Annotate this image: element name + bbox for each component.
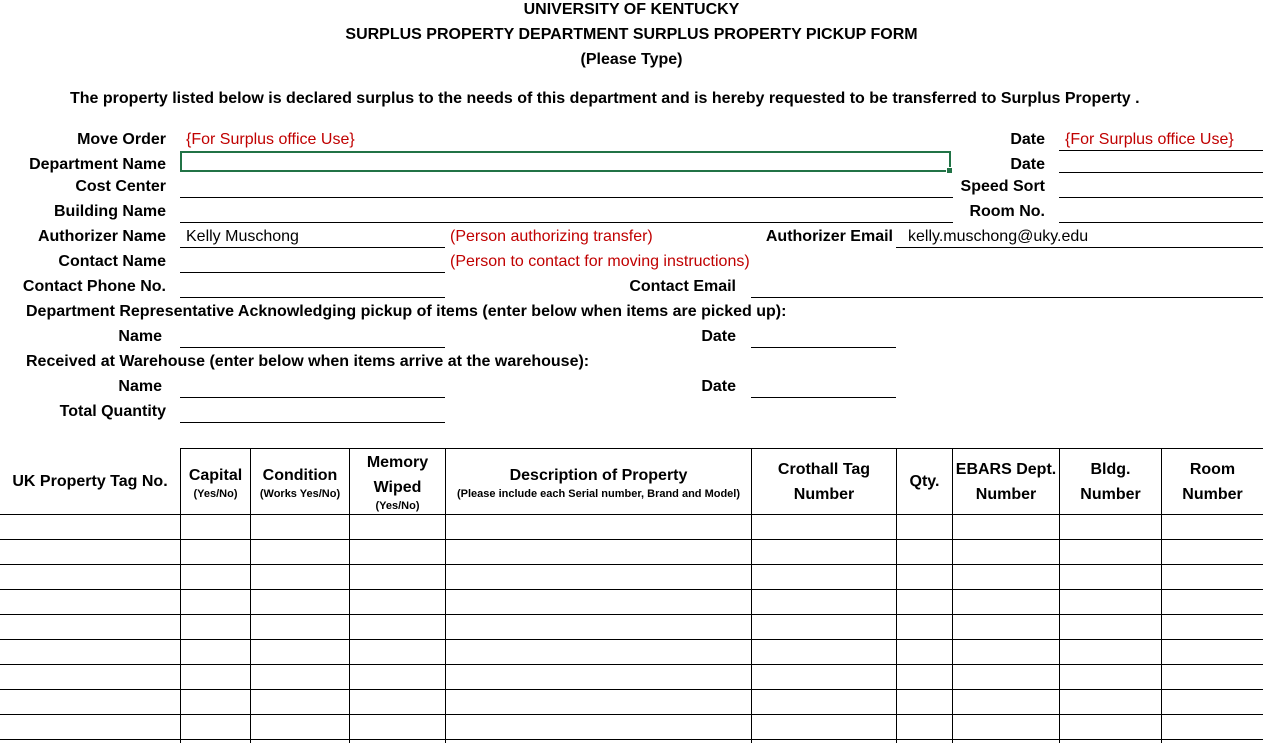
- date-note: {For Surplus office Use}: [1065, 131, 1234, 148]
- department-name-cell[interactable]: [180, 151, 951, 172]
- col-header-crothall-tag: [752, 449, 896, 514]
- dept-rep-label: Department Representative Acknowledging pickup of items (enter below when items are picked up):: [26, 303, 787, 320]
- table-row: [0, 689, 1263, 690]
- contact-email-field[interactable]: [751, 297, 1263, 298]
- authorizer-email-label: Authorizer Email: [765, 228, 893, 245]
- authorizer-email-field: [896, 247, 1263, 248]
- room-no-label: Room No.: [969, 203, 1045, 220]
- received-label: Received at Warehouse (enter below when items arrive at the warehouse):: [26, 353, 590, 370]
- col-header-ebars-dept: [953, 449, 1059, 514]
- col-header-sub: (Yes/No): [375, 500, 420, 512]
- fill-handle[interactable]: [946, 167, 953, 174]
- contact-name-label: Contact Name: [58, 253, 166, 270]
- cost-center-label: Cost Center: [75, 178, 166, 195]
- cost-center-field[interactable]: [180, 197, 953, 198]
- col-header-title: EBARS Dept. Number: [955, 460, 1057, 503]
- contact-phone-label: Contact Phone No.: [22, 278, 166, 295]
- rep-name-field[interactable]: [180, 347, 445, 348]
- col-header-title: Condition: [262, 466, 338, 484]
- total-quantity-label: Total Quantity: [59, 403, 166, 420]
- col-header-condition: [251, 449, 349, 514]
- col-header-qty: [897, 449, 952, 514]
- department-name-label: Department Name: [29, 156, 166, 173]
- col-header-room: [1162, 449, 1263, 514]
- col-header-title: Bldg. Number: [1080, 460, 1141, 503]
- move-order-note: {For Surplus office Use}: [186, 131, 355, 148]
- authorizer-name-value[interactable]: Kelly Muschong: [186, 228, 299, 245]
- authorizer-email-value[interactable]: kelly.muschong@uky.edu: [908, 228, 1089, 245]
- col-header-sub: (Yes/No): [193, 487, 238, 500]
- total-quantity-field[interactable]: [180, 422, 445, 423]
- table-row: [0, 739, 1263, 740]
- table-row: [0, 589, 1263, 590]
- wh-date-label: Date: [701, 378, 736, 395]
- col-header-description: [446, 449, 751, 514]
- col-header-title: UK Property Tag No.: [12, 473, 168, 490]
- date-label: Date: [1010, 131, 1045, 148]
- col-header-uk-property-tag: [0, 449, 180, 514]
- col-header-title: Room Number: [1182, 460, 1243, 503]
- contact-name-field[interactable]: [180, 272, 445, 273]
- table-row: [0, 714, 1263, 715]
- table-row: [0, 639, 1263, 640]
- table-row: [0, 664, 1263, 665]
- room-no-field[interactable]: [1059, 222, 1263, 223]
- rep-date-field[interactable]: [751, 347, 896, 348]
- authorizer-note: (Person authorizing transfer): [450, 228, 653, 245]
- move-order-label: Move Order: [77, 131, 166, 148]
- declaration-text: The property listed below is declared surplus to the needs of this department and is hereby requested to be transferred to Surplus Property .: [70, 90, 1140, 107]
- col-header-title: Description of Property: [509, 466, 688, 484]
- form-subtitle: (Please Type): [580, 51, 683, 68]
- wh-name-label: Name: [118, 378, 162, 395]
- contact-phone-field[interactable]: [180, 297, 445, 298]
- authorizer-name-label: Authorizer Name: [37, 228, 166, 245]
- authorizer-name-field: [180, 247, 445, 248]
- col-header-title: Crothall Tag Number: [777, 460, 871, 503]
- rep-date-label: Date: [701, 328, 736, 345]
- date2-label: Date: [1010, 156, 1045, 173]
- building-name-field[interactable]: [180, 222, 953, 223]
- col-header-sub: (Please include each Serial number, Brand and Model): [456, 487, 741, 500]
- form-title: SURPLUS PROPERTY DEPARTMENT SURPLUS PROPERTY PICKUP FORM: [345, 26, 918, 43]
- col-header-bldg: [1060, 449, 1161, 514]
- col-header-title: Capital: [188, 466, 243, 484]
- contact-note: (Person to contact for moving instructions): [450, 253, 750, 270]
- wh-name-field[interactable]: [180, 397, 445, 398]
- date-field: [1059, 150, 1263, 151]
- table-row: [0, 539, 1263, 540]
- col-header-memory-wiped: [350, 449, 445, 514]
- col-header-title: Memory Wiped: [366, 454, 429, 496]
- speed-sort-field[interactable]: [1059, 197, 1263, 198]
- rep-name-label: Name: [118, 328, 162, 345]
- table-row: [0, 514, 1263, 515]
- col-header-sub: (Works Yes/No): [259, 487, 341, 500]
- table-row: [0, 614, 1263, 615]
- contact-email-label: Contact Email: [629, 278, 736, 295]
- building-name-label: Building Name: [53, 203, 166, 220]
- col-header-title: Qty.: [909, 473, 940, 490]
- date2-field[interactable]: [1059, 172, 1263, 173]
- speed-sort-label: Speed Sort: [960, 178, 1045, 195]
- col-header-capital: [181, 449, 250, 514]
- table-row: [0, 564, 1263, 565]
- wh-date-field[interactable]: [751, 397, 896, 398]
- form-title-university: UNIVERSITY OF KENTUCKY: [523, 1, 740, 18]
